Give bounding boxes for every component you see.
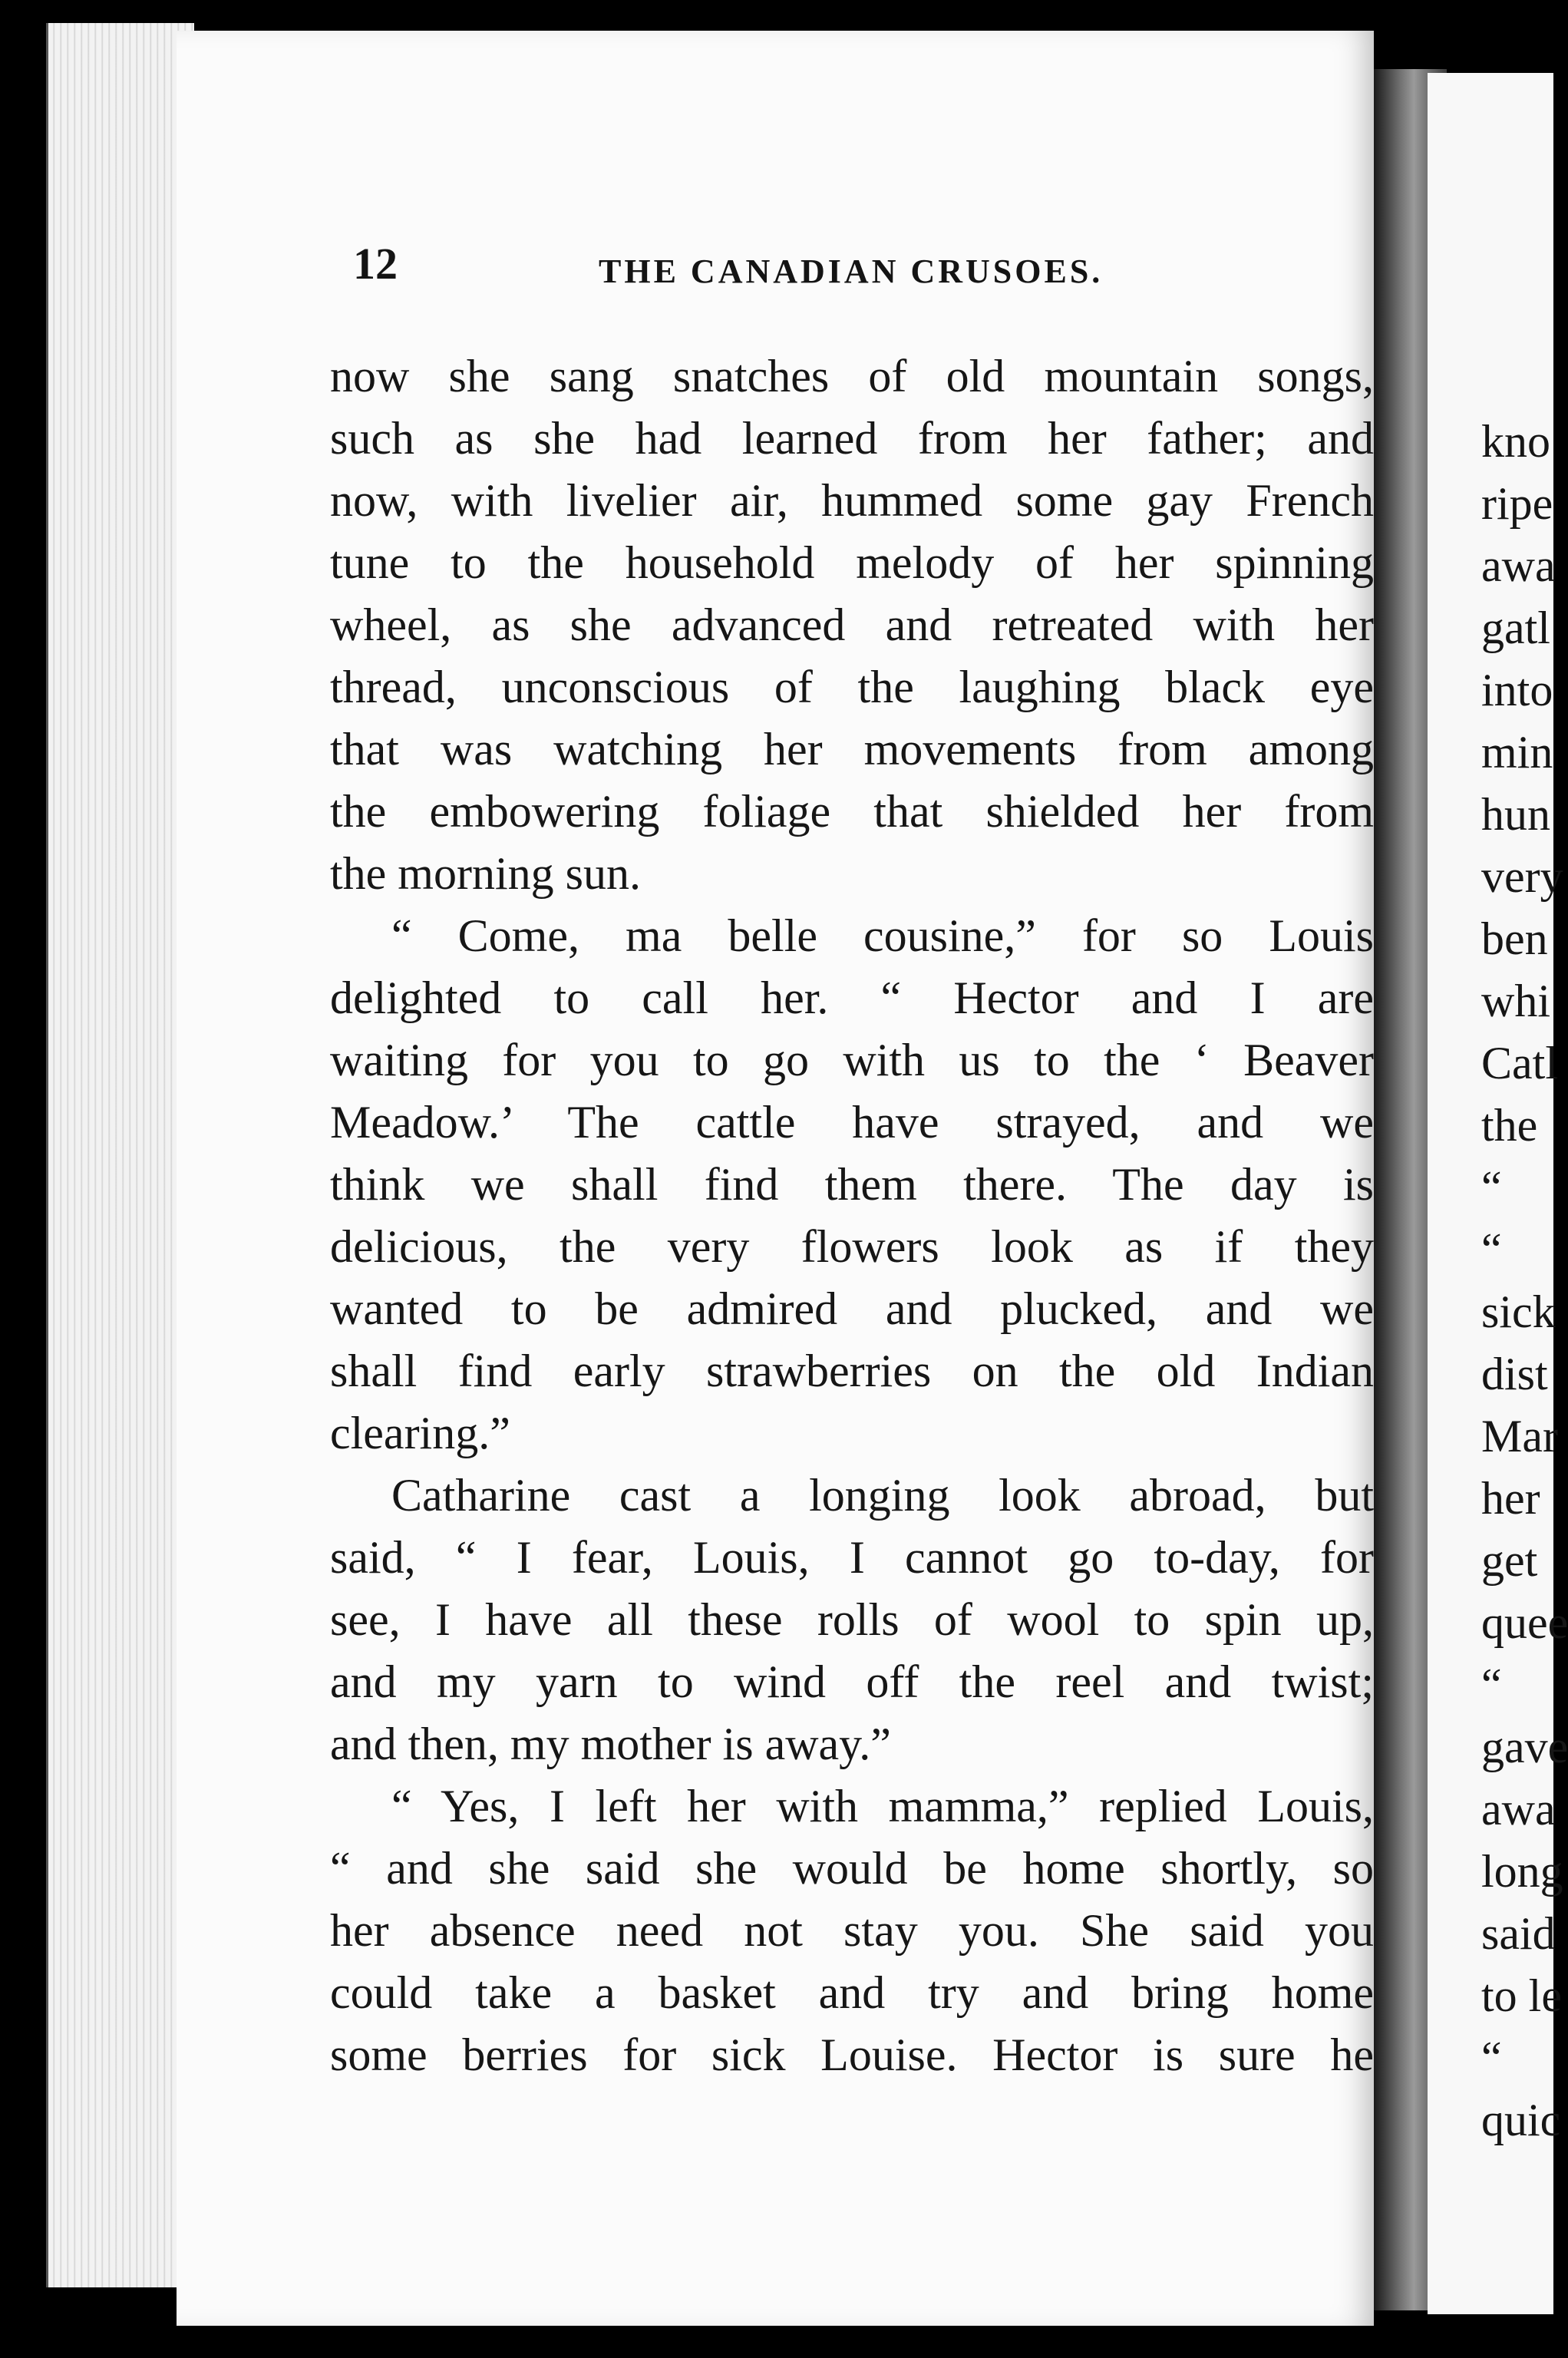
right-text-fragment: awa: [1481, 540, 1556, 591]
right-text-fragment: min: [1481, 727, 1553, 778]
right-text-fragment: said: [1481, 1908, 1556, 1959]
text-line: think we shall find them there. The day is: [330, 1159, 1374, 1210]
right-page: [1428, 73, 1568, 2314]
right-text-fragment: “: [1481, 2033, 1502, 2083]
text-line: “ Come, ma belle cousine,” for so Louis: [391, 910, 1374, 961]
right-text-fragment: whi: [1481, 976, 1550, 1026]
text-line: and then, my mother is away.”: [330, 1719, 891, 1769]
text-line: delighted to call her. “ Hector and I are: [330, 973, 1374, 1023]
running-title: THE CANADIAN CRUSOES.: [599, 253, 1104, 290]
text-line: could take a basket and try and bring home: [330, 1967, 1374, 2018]
right-text-fragment: “: [1481, 1224, 1502, 1275]
text-line: said, “ I fear, Louis, I cannot go to-day, for: [330, 1532, 1374, 1583]
right-text-fragment: into: [1481, 665, 1553, 715]
right-text-fragment: ben: [1481, 913, 1548, 964]
text-line: such as she had learned from her father; and: [330, 413, 1374, 464]
text-line: now, with livelier air, hummed some gay French: [330, 475, 1374, 526]
right-page-text: [1481, 411, 1568, 2152]
text-line: clearing.”: [330, 1408, 510, 1458]
text-line: wanted to be admired and plucked, and we: [330, 1283, 1374, 1334]
text-line: that was watching her movements from among: [330, 724, 1374, 774]
right-text-fragment: gatl: [1481, 603, 1550, 653]
body-text: [330, 345, 1374, 2086]
right-text-fragment: get: [1481, 1535, 1538, 1586]
text-line: delicious, the very flowers look as if they: [330, 1221, 1374, 1272]
right-text-fragment: gave: [1481, 1722, 1568, 1772]
right-text-fragment: quee: [1481, 1597, 1568, 1648]
right-text-fragment: “: [1481, 1162, 1502, 1213]
right-text-fragment: to le: [1481, 1970, 1562, 2021]
text-line: tune to the household melody of her spinning: [330, 537, 1374, 588]
right-text-fragment: sick: [1481, 1286, 1556, 1337]
right-text-fragment: awa: [1481, 1784, 1556, 1835]
text-line: “ and she said she would be home shortly, so: [330, 1843, 1374, 1894]
text-line: now she sang snatches of old mountain songs,: [330, 351, 1374, 401]
right-text-fragment: dist: [1481, 1349, 1548, 1399]
right-text-fragment: ripe: [1481, 478, 1553, 529]
text-line: wheel, as she advanced and retreated with her: [330, 599, 1374, 650]
page-number: 12: [353, 239, 398, 289]
right-text-fragment: Catl: [1481, 1038, 1558, 1088]
right-text-fragment: hun: [1481, 789, 1550, 840]
text-line: Meadow.’ The cattle have strayed, and we: [330, 1097, 1374, 1148]
text-line: “ Yes, I left her with mamma,” replied Louis,: [391, 1781, 1374, 1831]
right-text-fragment: “: [1481, 1660, 1502, 1710]
right-text-fragment: her: [1481, 1473, 1540, 1524]
text-line: Catharine cast a longing look abroad, but: [391, 1470, 1374, 1521]
text-line: some berries for sick Louise. Hector is sure he: [330, 2029, 1374, 2080]
text-line: see, I have all these rolls of wool to spin up,: [330, 1594, 1374, 1645]
right-text-fragment: long: [1481, 1846, 1563, 1897]
right-text-fragment: very: [1481, 851, 1563, 902]
right-text-fragment: Mar: [1481, 1411, 1558, 1461]
page-edges: [46, 23, 194, 2287]
text-line: the embowering foliage that shielded her from: [330, 786, 1374, 837]
page-header: [353, 238, 1374, 292]
right-text-fragment: kno: [1481, 416, 1550, 467]
text-line: her absence need not stay you. She said you: [330, 1905, 1374, 1956]
text-line: thread, unconscious of the laughing black eye: [330, 662, 1374, 712]
right-text-fragment: quic: [1481, 2095, 1561, 2145]
text-line: the morning sun.: [330, 848, 641, 899]
text-line: and my yarn to wind off the reel and twist;: [330, 1656, 1374, 1707]
text-line: waiting for you to go with us to the ‘ Beaver: [330, 1035, 1374, 1085]
right-text-fragment: the: [1481, 1100, 1538, 1151]
text-line: shall find early strawberries on the old Indian: [330, 1346, 1374, 1396]
